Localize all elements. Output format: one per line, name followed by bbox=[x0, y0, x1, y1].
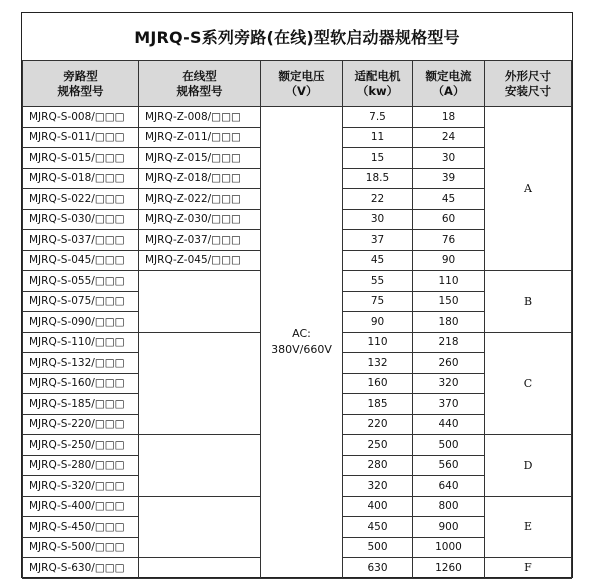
dimension-group-cell: E bbox=[485, 496, 572, 558]
dimension-group-cell: F bbox=[485, 558, 572, 579]
motor-power-cell: 18.5 bbox=[343, 168, 413, 189]
online-model-cell: MJRQ-Z-015/□□□ bbox=[139, 148, 261, 169]
bypass-model-cell: MJRQ-S-030/□□□ bbox=[23, 209, 139, 230]
rated-current-cell: 18 bbox=[413, 107, 485, 128]
bypass-model-cell: MJRQ-S-008/□□□ bbox=[23, 107, 139, 128]
page-title: MJRQ-S系列旁路(在线)型软启动器规格型号 bbox=[134, 28, 460, 47]
online-model-cell: MJRQ-Z-045/□□□ bbox=[139, 250, 261, 271]
motor-power-cell: 450 bbox=[343, 517, 413, 538]
spec-table bbox=[22, 60, 572, 579]
rated-current-cell: 110 bbox=[413, 271, 485, 292]
bypass-model-cell: MJRQ-S-630/□□□ bbox=[23, 558, 139, 579]
bypass-model-cell: MJRQ-S-110/□□□ bbox=[23, 332, 139, 353]
online-model-cell bbox=[139, 332, 261, 435]
rated-current-cell: 560 bbox=[413, 455, 485, 476]
motor-power-cell: 320 bbox=[343, 476, 413, 497]
dimension-group-cell: C bbox=[485, 332, 572, 435]
rated-voltage-cell bbox=[261, 107, 343, 579]
rated-current-cell: 60 bbox=[413, 209, 485, 230]
header-bypass-model: 旁路型 规格型号 bbox=[23, 61, 139, 107]
dimension-group-cell: A bbox=[485, 107, 572, 271]
motor-power-cell: 220 bbox=[343, 414, 413, 435]
online-model-cell: MJRQ-Z-030/□□□ bbox=[139, 209, 261, 230]
voltage-value: 380V/660V bbox=[271, 343, 332, 357]
rated-current-cell: 218 bbox=[413, 332, 485, 353]
rated-current-cell: 260 bbox=[413, 353, 485, 374]
motor-power-cell: 400 bbox=[343, 496, 413, 517]
rated-current-cell: 320 bbox=[413, 373, 485, 394]
table-body bbox=[23, 107, 572, 579]
motor-power-cell: 630 bbox=[343, 558, 413, 579]
rated-current-cell: 440 bbox=[413, 414, 485, 435]
motor-power-cell: 7.5 bbox=[343, 107, 413, 128]
spec-sheet bbox=[21, 12, 573, 578]
online-model-cell: MJRQ-Z-022/□□□ bbox=[139, 189, 261, 210]
bypass-model-cell: MJRQ-S-045/□□□ bbox=[23, 250, 139, 271]
rated-current-cell: 640 bbox=[413, 476, 485, 497]
header-dimensions: 外形尺寸 安装尺寸 bbox=[485, 61, 572, 107]
bypass-model-cell: MJRQ-S-185/□□□ bbox=[23, 394, 139, 415]
header-rated-voltage: 额定电压 （V） bbox=[261, 61, 343, 107]
motor-power-cell: 75 bbox=[343, 291, 413, 312]
online-model-cell bbox=[139, 271, 261, 333]
motor-power-cell: 500 bbox=[343, 537, 413, 558]
bypass-model-cell: MJRQ-S-220/□□□ bbox=[23, 414, 139, 435]
rated-current-cell: 39 bbox=[413, 168, 485, 189]
bypass-model-cell: MJRQ-S-055/□□□ bbox=[23, 271, 139, 292]
rated-current-cell: 370 bbox=[413, 394, 485, 415]
rated-current-cell: 900 bbox=[413, 517, 485, 538]
rated-current-cell: 180 bbox=[413, 312, 485, 333]
online-model-cell: MJRQ-Z-008/□□□ bbox=[139, 107, 261, 128]
table-row bbox=[23, 107, 572, 128]
rated-current-cell: 1000 bbox=[413, 537, 485, 558]
online-model-cell: MJRQ-Z-018/□□□ bbox=[139, 168, 261, 189]
bypass-model-cell: MJRQ-S-015/□□□ bbox=[23, 148, 139, 169]
online-model-cell: MJRQ-Z-037/□□□ bbox=[139, 230, 261, 251]
motor-power-cell: 45 bbox=[343, 250, 413, 271]
bypass-model-cell: MJRQ-S-132/□□□ bbox=[23, 353, 139, 374]
bypass-model-cell: MJRQ-S-160/□□□ bbox=[23, 373, 139, 394]
dimension-group-cell: D bbox=[485, 435, 572, 497]
bypass-model-cell: MJRQ-S-250/□□□ bbox=[23, 435, 139, 456]
motor-power-cell: 160 bbox=[343, 373, 413, 394]
motor-power-cell: 132 bbox=[343, 353, 413, 374]
rated-current-cell: 76 bbox=[413, 230, 485, 251]
header-rated-current: 额定电流 （A） bbox=[413, 61, 485, 107]
bypass-model-cell: MJRQ-S-500/□□□ bbox=[23, 537, 139, 558]
bypass-model-cell: MJRQ-S-022/□□□ bbox=[23, 189, 139, 210]
dimension-group-cell: B bbox=[485, 271, 572, 333]
motor-power-cell: 30 bbox=[343, 209, 413, 230]
rated-current-cell: 24 bbox=[413, 127, 485, 148]
motor-power-cell: 110 bbox=[343, 332, 413, 353]
online-model-cell bbox=[139, 558, 261, 579]
bypass-model-cell: MJRQ-S-320/□□□ bbox=[23, 476, 139, 497]
table-header-row bbox=[23, 61, 572, 107]
motor-power-cell: 11 bbox=[343, 127, 413, 148]
online-model-cell bbox=[139, 496, 261, 558]
motor-power-cell: 185 bbox=[343, 394, 413, 415]
rated-current-cell: 1260 bbox=[413, 558, 485, 579]
rated-current-cell: 30 bbox=[413, 148, 485, 169]
rated-current-cell: 90 bbox=[413, 250, 485, 271]
header-online-model: 在线型 规格型号 bbox=[139, 61, 261, 107]
bypass-model-cell: MJRQ-S-018/□□□ bbox=[23, 168, 139, 189]
motor-power-cell: 55 bbox=[343, 271, 413, 292]
motor-power-cell: 90 bbox=[343, 312, 413, 333]
motor-power-cell: 37 bbox=[343, 230, 413, 251]
bypass-model-cell: MJRQ-S-011/□□□ bbox=[23, 127, 139, 148]
bypass-model-cell: MJRQ-S-090/□□□ bbox=[23, 312, 139, 333]
rated-current-cell: 500 bbox=[413, 435, 485, 456]
motor-power-cell: 15 bbox=[343, 148, 413, 169]
motor-power-cell: 22 bbox=[343, 189, 413, 210]
rated-current-cell: 800 bbox=[413, 496, 485, 517]
bypass-model-cell: MJRQ-S-400/□□□ bbox=[23, 496, 139, 517]
rated-current-cell: 45 bbox=[413, 189, 485, 210]
header-motor-power: 适配电机 （kw） bbox=[343, 61, 413, 107]
online-model-cell: MJRQ-Z-011/□□□ bbox=[139, 127, 261, 148]
bypass-model-cell: MJRQ-S-450/□□□ bbox=[23, 517, 139, 538]
motor-power-cell: 250 bbox=[343, 435, 413, 456]
rated-current-cell: 150 bbox=[413, 291, 485, 312]
bypass-model-cell: MJRQ-S-075/□□□ bbox=[23, 291, 139, 312]
voltage-type: AC: bbox=[292, 327, 311, 341]
bypass-model-cell: MJRQ-S-280/□□□ bbox=[23, 455, 139, 476]
bypass-model-cell: MJRQ-S-037/□□□ bbox=[23, 230, 139, 251]
online-model-cell bbox=[139, 435, 261, 497]
motor-power-cell: 280 bbox=[343, 455, 413, 476]
